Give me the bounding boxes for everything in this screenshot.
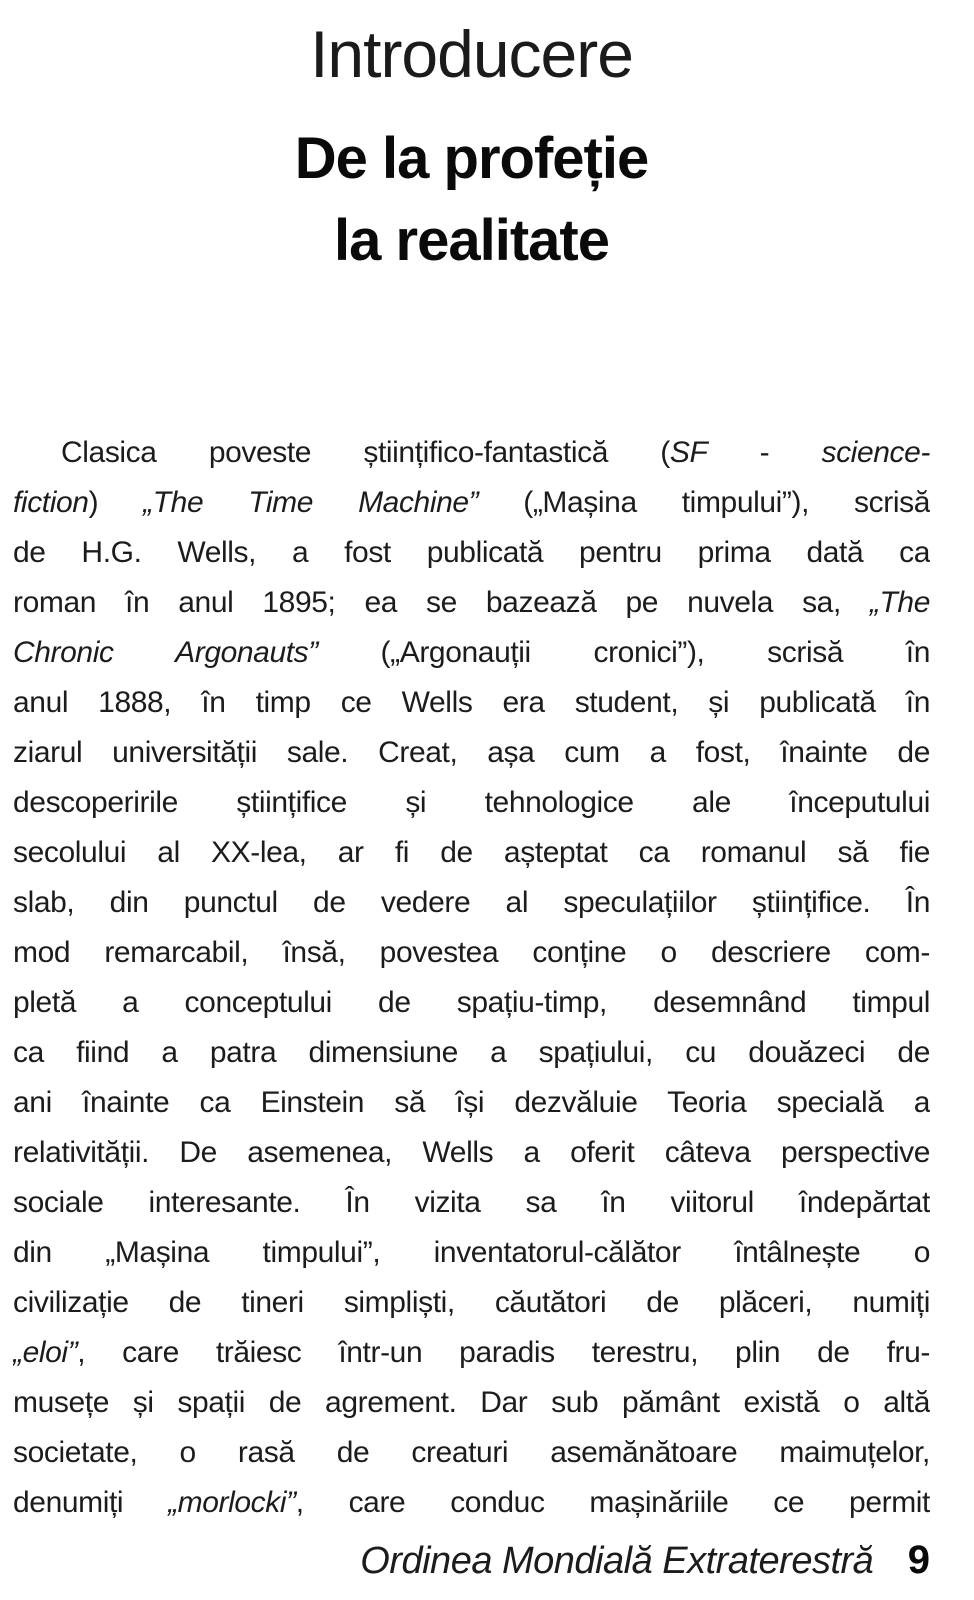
text-line (13, 528, 930, 578)
text-line (13, 478, 930, 528)
text-run: secolului al XX-lea, ar fi de așteptat ca romanul să fie (13, 836, 930, 869)
paragraph (13, 428, 930, 1528)
chapter-title-line2: la realitate (334, 208, 609, 273)
text-line (13, 678, 930, 728)
text-line (13, 578, 930, 628)
text-line (13, 1378, 930, 1428)
text-run: slab, din punctul de vedere al speculațiilor științifice. În (13, 886, 930, 919)
text-line (13, 1078, 930, 1128)
chapter-title (13, 118, 930, 282)
italic-text-run: Chronic Argonauts” (13, 636, 318, 669)
text-run: relativității. De asemenea, Wells a oferit câteva perspective (13, 1136, 930, 1169)
text-line (13, 928, 930, 978)
text-run: denumiți (13, 1486, 169, 1519)
text-run: civilizație de tineri simpliști, căutători de plăceri, numiți (13, 1286, 930, 1319)
text-line (13, 628, 930, 678)
text-line (13, 878, 930, 928)
text-run: societate, o rasă de creaturi asemănătoare maimuțelor, (13, 1436, 930, 1469)
chapter-title-line1: De la profeție (294, 126, 649, 191)
italic-text-run: fiction (13, 486, 89, 519)
chapter-kicker: Introducere (310, 17, 633, 91)
text-run: pletă a conceptului de spațiu-timp, desemnând timpul (13, 986, 930, 1019)
text-run: („Argonauții cronici”), scrisă în (317, 636, 930, 669)
text-run: musețe și spații de agrement. Dar sub pământ există o altă (13, 1386, 930, 1419)
text-line (13, 1428, 930, 1478)
text-run: , care trăiesc într-un paradis terestru, plin de fru- (77, 1336, 930, 1369)
text-line (13, 978, 930, 1028)
page-footer (13, 1538, 930, 1583)
italic-text-run: „The Time Machine” (143, 486, 479, 519)
text-run: - (707, 436, 822, 469)
text-run: („Mașina timpului”), scrisă (478, 486, 930, 519)
text-run: descoperirile științifice și tehnologice ale începutului (13, 786, 930, 819)
italic-text-run: „eloi” (13, 1336, 78, 1369)
text-line (13, 1478, 930, 1528)
page-number: 9 (907, 1538, 930, 1582)
text-run: ani înainte ca Einstein să își dezvăluie Teoria specială a (13, 1086, 930, 1119)
italic-text-run: „morlocki” (168, 1486, 296, 1519)
text-line (13, 1028, 930, 1078)
text-run: ca fiind a patra dimensiune a spațiului, cu douăzeci de (13, 1036, 930, 1069)
text-run: ) (88, 486, 144, 519)
italic-text-run: SF (669, 436, 708, 469)
text-line (13, 728, 930, 778)
text-run: sociale interesante. În vizita sa în viitorul îndepărtat (13, 1186, 930, 1219)
text-run: din „Mașina timpului”, inventatorul-călător întâlnește o (13, 1236, 930, 1269)
text-line (13, 1178, 930, 1228)
italic-text-run: „The (869, 586, 930, 619)
text-run: de H.G. Wells, a fost publicată pentru prima dată ca (13, 536, 930, 569)
text-run: mod remarcabil, însă, povestea conține o descriere com- (13, 936, 930, 969)
text-line (13, 1128, 930, 1178)
running-title: Ordinea Mondială Extraterestră (360, 1540, 874, 1582)
text-line (13, 828, 930, 878)
text-run: , care conduc mașinăriile ce permit (295, 1486, 930, 1519)
text-run: ziarul universității sale. Creat, așa cum a fost, înainte de (13, 736, 930, 769)
text-run: anul 1888, în timp ce Wells era student, și publicată în (13, 686, 930, 719)
text-line (13, 1228, 930, 1278)
text-line (13, 778, 930, 828)
text-line (13, 1278, 930, 1328)
text-line (13, 1328, 930, 1378)
italic-text-run: science- (821, 436, 930, 469)
text-run: roman în anul 1895; ea se bazează pe nuvela sa, (13, 586, 870, 619)
text-line (13, 428, 930, 478)
text-run: Clasica poveste științifico-fantastică ( (61, 436, 670, 469)
